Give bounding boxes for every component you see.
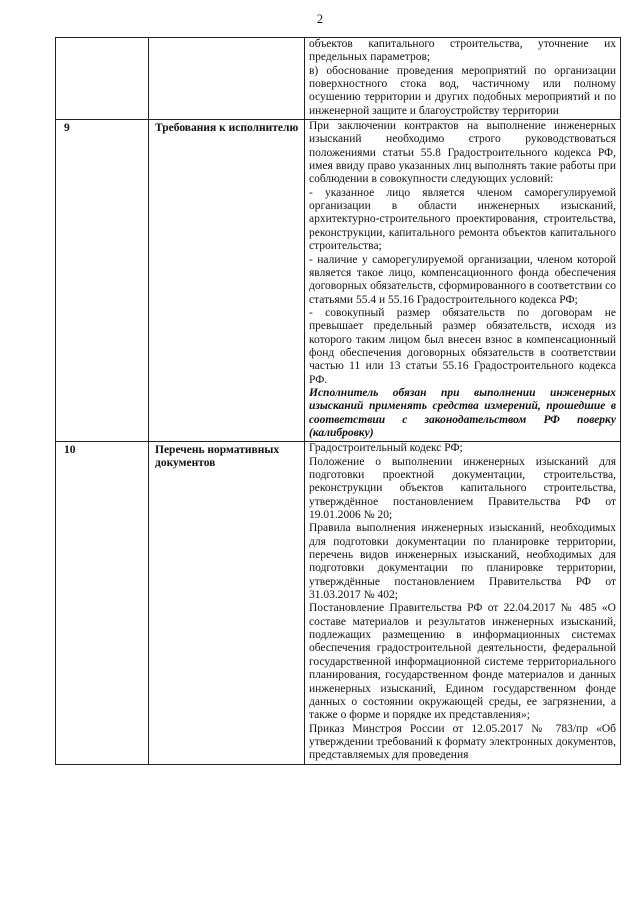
page-number: 2 [316, 12, 324, 26]
table-row-10 [56, 442, 621, 764]
description-paragraph: Приказ Минстроя России от 12.05.2017 № 783/пр «Об утверждении требований к формату электронных документов, представляемых для проведения [309, 722, 616, 762]
description-paragraph: При заключении контрактов на выполнение инженерных изысканий необходимо строго руководствоваться положениями статьи 55.8 Градостроительного кодекса РФ, имея ввиду право указанных лиц выполнять такие работы при соблюдении в совокупности следующих условий: [309, 120, 616, 186]
row-name-cell: Требования к исполнителю [149, 120, 305, 442]
row-name-cell [149, 38, 305, 120]
table-row-9 [56, 120, 621, 442]
description-paragraph: в) обоснование проведения мероприятий по организации поверхностного стока вод, частичному или полному осушению территории и других подобных мероприятий и по инженерной защите и благоустройству территории [309, 64, 616, 117]
row-number-cell: 10 [56, 442, 149, 764]
description-paragraph: - указанное лицо является членом саморегулируемой организации в области инженерных изысканий, архитектурно-строительного проектирования, строительства, реконструкции, капитального ремонта объектов капитального строительства; [309, 186, 616, 253]
row-description-cell [305, 120, 621, 442]
row-number-cell [56, 38, 149, 120]
row-name-cell: Перечень нормативных документов [149, 442, 305, 764]
description-paragraph: - наличие у саморегулируемой организации, членом которой является такое лицо, компенсационного фонда обеспечения договорных обязательств, сформированного в соответствии со статьями 55.4 и 55.16 Градостроительного кодекса РФ; [309, 253, 616, 306]
description-paragraph: Градостроительный кодекс РФ; [309, 442, 463, 455]
description-paragraph: Правила выполнения инженерных изысканий, необходимых для подготовки документации по планировке территории, перечень видов инженерных изысканий, необходимых для подготовки документации по планировке территории, утверждённые постановлением Правительства РФ от 31.03.2017 № 402; [309, 522, 616, 602]
description-paragraph: - совокупный размер обязательств по договорам не превышает предельный размер обязательств, исходя из которого таким лицом был внесен взнос в компенсационный фонд обеспечения договорных обязательств в соответствии частью 11 или 13 статьи 55.16 Градостроительного кодекса РФ. [309, 306, 616, 386]
description-paragraph: объектов капитального строительства, уточнение их предельных параметров; [309, 38, 616, 64]
emphasis-paragraph: Исполнитель обязан при выполнении инженерных изысканий применять средства измерений, прошедшие в соответствии с законодательством РФ поверку (калибровку) [309, 386, 616, 439]
row-description-cell [305, 442, 621, 764]
description-paragraph: Положение о выполнении инженерных изысканий для подготовки проектной документации, строительства, реконструкции объектов капитального строительства, утверждённое постановлением Правительства РФ от 19.01.2006 № 20; [309, 455, 616, 522]
description-paragraph: Постановление Правительства РФ от 22.04.2017 № 485 «О составе материалов и результатов инженерных изысканий, подлежащих размещению в информационных системах обеспечения градостроительной деятельности, федеральной государственной информационной системе территориального планирования, государственном фонде материалов и данных инженерных изысканий, Едином государственном фонде данных о состоянии окружающей среды, ее загрязнении, а также о форме и порядке их представления»; [309, 602, 616, 722]
row-number-cell: 9 [56, 120, 149, 442]
row-description-cell [305, 38, 621, 120]
table-row-continuation [56, 38, 621, 120]
specification-table [55, 37, 621, 765]
